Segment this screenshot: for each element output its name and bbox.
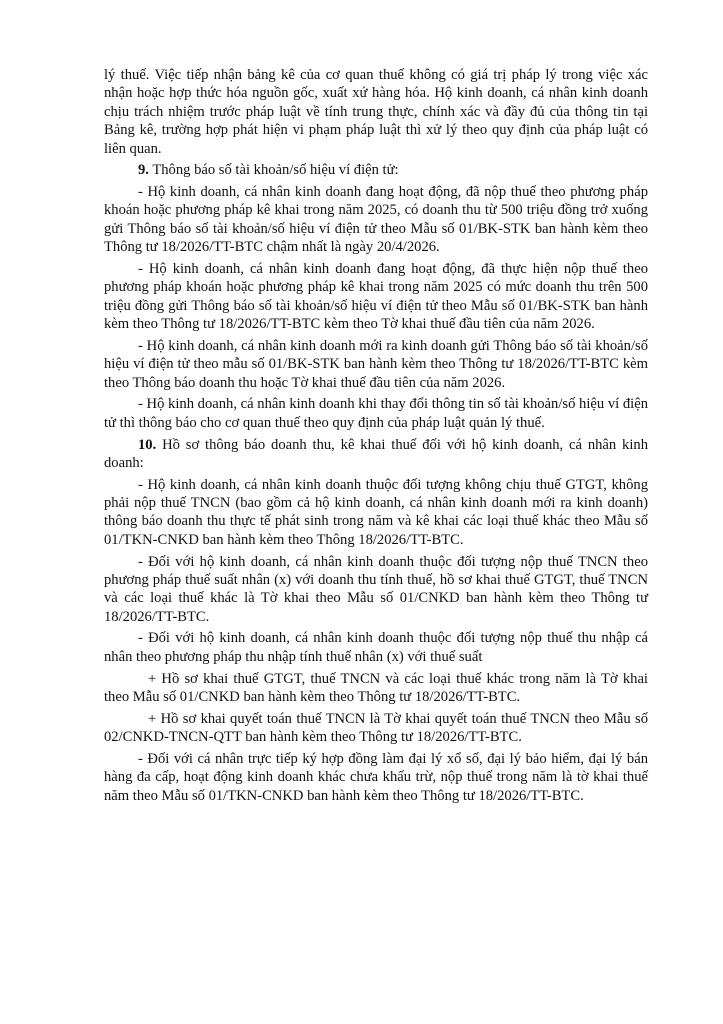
paragraph-10c-sub2: + Hồ sơ khai quyết toán thuế TNCN là Tờ khai quyết toán thuế TNCN theo Mẫu số 02/CNKD-TNCN-QTT ban hành kèm theo Thông tư 18/2026/TT-BTC. <box>104 710 648 746</box>
paragraph-9b: - Hộ kinh doanh, cá nhân kinh doanh đang hoạt động, đã thực hiện nộp thuế theo phương pháp khoán hoặc phương pháp kê khai trong năm 2025 có mức doanh thu trên 500 triệu đồng gửi Thông báo số tài khoản/số hiệu ví điện tử theo Mẫu số 01/BK-STK ban hành kèm theo Thông tư 18/2026/TT-BTC kèm theo Tờ khai thuế đầu tiên của năm 2026. <box>104 260 648 333</box>
paragraph-10a: - Hộ kinh doanh, cá nhân kinh doanh thuộc đối tượng không chịu thuế GTGT, không phải nộp thuế TNCN (bao gồm cả hộ kinh doanh, cá nhân kinh doanh mới ra kinh doanh) thông báo doanh thu thực tế phát sinh trong năm và kê khai các loại thuế khác theo Mẫu số 01/TKN-CNKD ban hành kèm theo Thông 18/2026/TT-BTC. <box>104 476 648 548</box>
paragraph-10c-sub1: + Hồ sơ khai thuế GTGT, thuế TNCN và các loại thuế khác trong năm là Tờ khai theo Mẫu số 01/CNKD ban hành kèm theo Thông tư 18/2026/TT-BTC. <box>104 670 648 705</box>
section-number: 9. <box>138 162 149 179</box>
paragraph-10b: - Đối với hộ kinh doanh, cá nhân kinh doanh thuộc đối tượng nộp thuế TNCN theo phương pháp thuế suất nhân (x) với doanh thu tính thuế, hồ sơ khai thuế GTGT, thuế TNCN và các loại thuế khác là Tờ khai theo Mẫu số 01/CNKD ban hành kèm theo Thông tư 18/2026/TT-BTC. <box>104 553 648 625</box>
paragraph-9c: - Hộ kinh doanh, cá nhân kinh doanh mới ra kinh doanh gửi Thông báo số tài khoản/số hiệu ví điện tử theo mẫu số 01/BK-STK ban hành kèm theo Thông tư 18/2026/TT-BTC kèm theo Thông báo doanh thu hoặc Tờ khai thuế đầu tiên của năm 2026. <box>104 337 648 391</box>
paragraph-continuation: lý thuế. Việc tiếp nhận bảng kê của cơ quan thuế không có giá trị pháp lý trong việc xác nhận hoặc hợp thức hóa nguồn gốc, xuất xứ hàng hóa. Hộ kinh doanh, cá nhân kinh doanh chịu trách nhiệm trước pháp luật về tính trung thực, chính xác và đầy đủ của thông tin tại Bảng kê, trường hợp phát hiện vi phạm pháp luật thì xử lý theo quy định của pháp luật có liên quan. <box>104 67 648 157</box>
paragraph-10c: - Đối với hộ kinh doanh, cá nhân kinh doanh thuộc đối tượng nộp thuế thu nhập cá nhân theo phương pháp thu nhập tính thuế nhân (x) với thuế suất <box>104 630 648 665</box>
section-10-heading: 10. Hồ sơ thông báo doanh thu, kê khai thuế đối với hộ kinh doanh, cá nhân kinh doanh: <box>104 436 648 471</box>
section-9-heading: 9. Thông báo số tài khoản/số hiệu ví điện tử: <box>138 162 399 179</box>
section-number: 10. <box>138 436 157 453</box>
paragraph-9a: - Hộ kinh doanh, cá nhân kinh doanh đang hoạt động, đã nộp thuế theo phương pháp khoán hoặc phương pháp kê khai trong năm 2025, có doanh thu từ 500 triệu đồng trở xuống gửi Thông báo số tài khoản/số hiệu ví điện tử theo Mẫu số 01/BK-STK ban hành kèm theo Thông tư 18/2026/TT-BTC chậm nhất là ngày 20/4/2026. <box>104 184 648 256</box>
paragraph-9d: - Hộ kinh doanh, cá nhân kinh doanh khi thay đổi thông tin số tài khoản/số hiệu ví điện tử thì thông báo cho cơ quan thuế theo quy định của pháp luật quản lý thuế. <box>104 396 648 431</box>
paragraph-10d: - Đối với cá nhân trực tiếp ký hợp đồng làm đại lý xổ số, đại lý bảo hiểm, đại lý bán hàng đa cấp, hoạt động kinh doanh khác chưa khấu trừ, nộp thuế trong năm là tờ khai thuế năm theo Mẫu số 01/TKN-CNKD ban hành kèm theo Thông tư 18/2026/TT-BTC. <box>104 750 648 804</box>
